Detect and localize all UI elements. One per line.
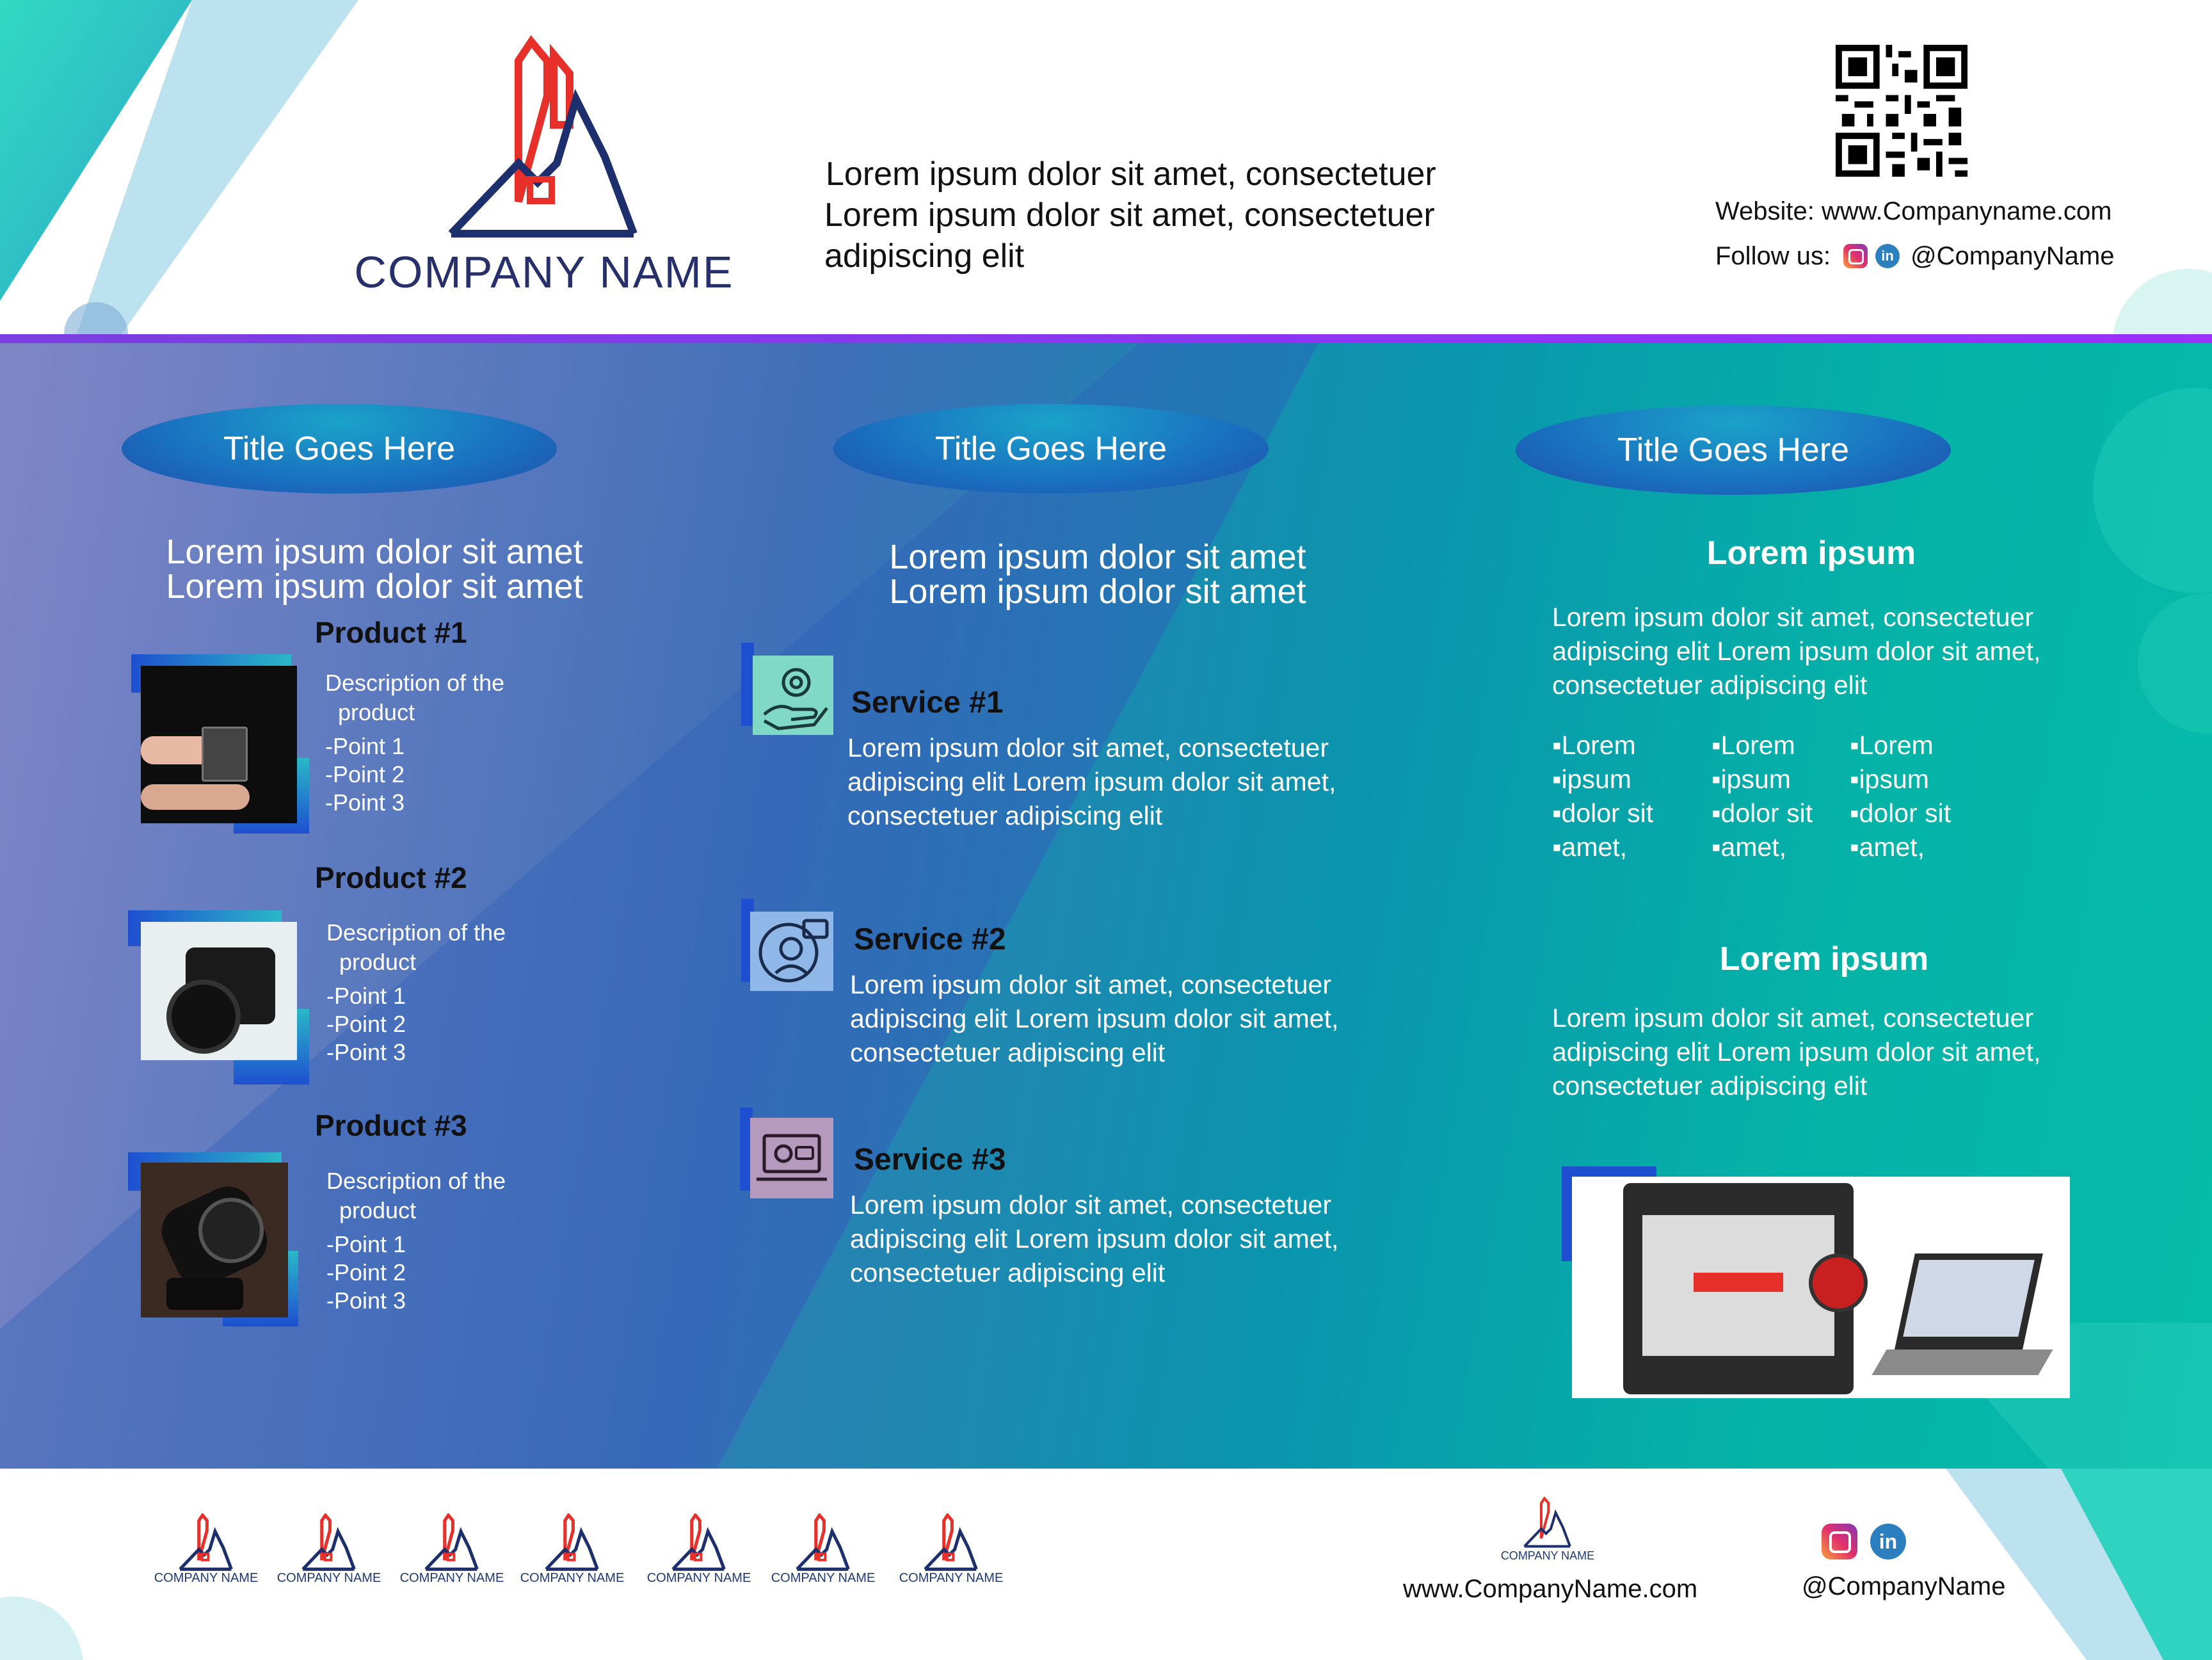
list-item: ▪Lorem bbox=[1711, 730, 1795, 760]
right-heading-1: Lorem ipsum bbox=[1706, 535, 1916, 572]
product-3-desc-2: product bbox=[339, 1197, 417, 1223]
footer-mini-logo bbox=[894, 1513, 1009, 1597]
footer-linkedin-icon[interactable]: in bbox=[1870, 1524, 1906, 1559]
product-3-point-1: -Point 1 bbox=[326, 1231, 406, 1257]
company-logo-icon bbox=[922, 1513, 980, 1571]
service-3-icon-tile bbox=[750, 1118, 833, 1198]
product-2-desc-2: product bbox=[339, 949, 417, 975]
bullet-list-1 bbox=[1552, 729, 1653, 864]
middle-title-pill: Title Goes Here bbox=[833, 404, 1269, 494]
header-website[interactable]: Website: www.Companyname.com bbox=[1715, 197, 2112, 225]
footer bbox=[0, 1469, 2212, 1660]
footer-mini-logo bbox=[765, 1513, 881, 1597]
footer-website[interactable]: www.CompanyName.com bbox=[1403, 1575, 1698, 1603]
footer-circle-decoration bbox=[0, 1577, 90, 1660]
product-2-point-1: -Point 1 bbox=[326, 983, 406, 1009]
footer-company-logo-icon bbox=[1522, 1497, 1573, 1548]
product-2-title: Product #2 bbox=[315, 861, 467, 894]
service-3-text-2: adipiscing elit Lorem ipsum dolor sit amet, bbox=[850, 1224, 1339, 1253]
footer-mini-logo bbox=[271, 1513, 387, 1597]
list-item: ▪Lorem bbox=[1552, 730, 1636, 760]
product-2-point-3: -Point 3 bbox=[326, 1039, 406, 1065]
product-2-image bbox=[141, 922, 297, 1060]
list-item: ▪dolor sit bbox=[1552, 798, 1654, 828]
header-decoration bbox=[0, 0, 358, 334]
left-intro-line-1: Lorem ipsum dolor sit amet bbox=[166, 533, 583, 571]
company-logo-icon bbox=[794, 1513, 852, 1571]
list-item: ▪ipsum bbox=[1850, 764, 1929, 794]
service-1-icon-tile bbox=[753, 656, 833, 735]
footer-mini-logo-label: COMPANY NAME bbox=[899, 1571, 1004, 1585]
product-2-point-2: -Point 2 bbox=[326, 1011, 406, 1037]
right-para-2-line-3: consectetuer adipiscing elit bbox=[1552, 1071, 1868, 1100]
right-para-1-line-3: consectetuer adipiscing elit bbox=[1552, 670, 1868, 700]
product-3-image bbox=[141, 1163, 288, 1318]
product-3-desc-1: Description of the bbox=[326, 1168, 506, 1194]
linkedin-icon[interactable]: in bbox=[1875, 244, 1900, 268]
company-logo-icon bbox=[300, 1513, 358, 1571]
product-3-point-2: -Point 2 bbox=[326, 1259, 406, 1285]
instagram-icon[interactable] bbox=[1843, 244, 1868, 268]
product-1-point-1: -Point 1 bbox=[325, 733, 405, 759]
support-agent-icon bbox=[750, 912, 833, 991]
gear-hand-icon bbox=[753, 656, 833, 735]
footer-mini-logo bbox=[641, 1513, 757, 1597]
list-item: ▪amet, bbox=[1552, 832, 1628, 862]
footer-instagram-icon[interactable] bbox=[1822, 1524, 1857, 1559]
footer-mini-logo bbox=[148, 1513, 264, 1597]
left-intro-line-2: Lorem ipsum dolor sit amet bbox=[166, 567, 583, 606]
footer-mini-logo-label: COMPANY NAME bbox=[276, 1571, 381, 1585]
company-logo-icon bbox=[177, 1513, 235, 1571]
middle-intro-line-1: Lorem ipsum dolor sit amet bbox=[889, 538, 1306, 576]
header-handle[interactable]: @CompanyName bbox=[1911, 242, 2115, 270]
product-1-point-2: -Point 2 bbox=[325, 761, 405, 787]
footer-mini-logo-label: COMPANY NAME bbox=[646, 1571, 751, 1585]
qr-code-icon bbox=[1836, 45, 1968, 177]
product-2-desc-1: Description of the bbox=[326, 919, 506, 946]
service-2-text-3: consectetuer adipiscing elit bbox=[850, 1038, 1166, 1067]
footer-corner-decoration bbox=[1920, 1469, 2212, 1660]
footer-mini-logo-label: COMPANY NAME bbox=[399, 1571, 504, 1585]
printer-image bbox=[1572, 1177, 2070, 1398]
follow-label: Follow us: bbox=[1715, 242, 1831, 270]
service-1-title: Service #1 bbox=[851, 686, 1004, 720]
list-item: ▪dolor sit bbox=[1711, 798, 1813, 828]
list-item: ▪ipsum bbox=[1552, 764, 1631, 794]
service-2-text-2: adipiscing elit Lorem ipsum dolor sit amet, bbox=[850, 1004, 1339, 1033]
tagline-line-2: Lorem ipsum dolor sit amet, consectetuer bbox=[824, 197, 1435, 234]
list-item: ▪ipsum bbox=[1711, 764, 1791, 794]
service-3-text-3: consectetuer adipiscing elit bbox=[850, 1258, 1166, 1287]
middle-intro-line-2: Lorem ipsum dolor sit amet bbox=[889, 572, 1306, 611]
list-item: ▪amet, bbox=[1850, 832, 1925, 862]
bullet-list-3 bbox=[1850, 729, 1951, 864]
product-1-desc-2: product bbox=[338, 699, 415, 725]
header-divider bbox=[0, 334, 2212, 343]
list-item: ▪amet, bbox=[1711, 832, 1787, 862]
product-1-title: Product #1 bbox=[315, 616, 467, 649]
footer-mini-logo bbox=[515, 1513, 630, 1597]
list-item: ▪Lorem bbox=[1850, 730, 1934, 760]
company-logo-icon bbox=[670, 1513, 728, 1571]
company-logo-icon bbox=[442, 35, 646, 240]
company-logo-icon bbox=[543, 1513, 601, 1571]
left-title-pill: Title Goes Here bbox=[122, 404, 557, 494]
service-2-text-1: Lorem ipsum dolor sit amet, consectetuer bbox=[850, 970, 1331, 999]
product-1-image bbox=[141, 666, 297, 823]
tagline-line-3: adipiscing elit bbox=[824, 238, 1025, 275]
product-3-point-3: -Point 3 bbox=[326, 1287, 406, 1314]
footer-mini-logo-label: COMPANY NAME bbox=[520, 1571, 625, 1585]
service-1-frame-deco bbox=[741, 643, 754, 726]
footer-mini-logo-label: COMPANY NAME bbox=[154, 1571, 259, 1585]
footer-logo-label: COMPANY NAME bbox=[1500, 1549, 1595, 1562]
service-3-title: Service #3 bbox=[854, 1143, 1006, 1177]
right-para-1-line-1: Lorem ipsum dolor sit amet, consectetuer bbox=[1552, 602, 2033, 632]
laptop-settings-icon bbox=[750, 1118, 833, 1198]
product-1-point-3: -Point 3 bbox=[325, 789, 405, 816]
service-1-text-2: adipiscing elit Lorem ipsum dolor sit amet, bbox=[847, 767, 1336, 796]
footer-handle[interactable]: @CompanyName bbox=[1802, 1572, 2006, 1600]
footer-logo-strip bbox=[154, 1513, 1064, 1597]
footer-mini-logo bbox=[394, 1513, 509, 1597]
service-3-text-1: Lorem ipsum dolor sit amet, consectetuer bbox=[850, 1190, 1331, 1220]
main-panel bbox=[0, 343, 2212, 1469]
right-para-2-line-2: adipiscing elit Lorem ipsum dolor sit amet, bbox=[1552, 1037, 2041, 1067]
company-name: COMPANY NAME bbox=[354, 247, 734, 297]
product-3-title: Product #3 bbox=[315, 1109, 467, 1142]
service-2-icon-tile bbox=[750, 912, 833, 991]
list-item: ▪dolor sit bbox=[1850, 798, 1952, 828]
company-logo-icon bbox=[423, 1513, 481, 1571]
right-para-2-line-1: Lorem ipsum dolor sit amet, consectetuer bbox=[1552, 1003, 2033, 1033]
service-2-title: Service #2 bbox=[854, 923, 1006, 956]
footer-mini-logo-label: COMPANY NAME bbox=[771, 1571, 876, 1585]
product-1-desc-1: Description of the bbox=[325, 670, 505, 696]
tagline-line-1: Lorem ipsum dolor sit amet, consectetuer bbox=[826, 156, 1436, 193]
service-1-text-3: consectetuer adipiscing elit bbox=[847, 801, 1163, 830]
header bbox=[0, 0, 2212, 334]
service-1-text-1: Lorem ipsum dolor sit amet, consectetuer bbox=[847, 733, 1329, 762]
right-para-1-line-2: adipiscing elit Lorem ipsum dolor sit amet, bbox=[1552, 636, 2041, 666]
right-heading-2: Lorem ipsum bbox=[1719, 940, 1929, 978]
bullet-list-2 bbox=[1711, 729, 1813, 864]
right-title-pill: Title Goes Here bbox=[1516, 405, 1951, 495]
